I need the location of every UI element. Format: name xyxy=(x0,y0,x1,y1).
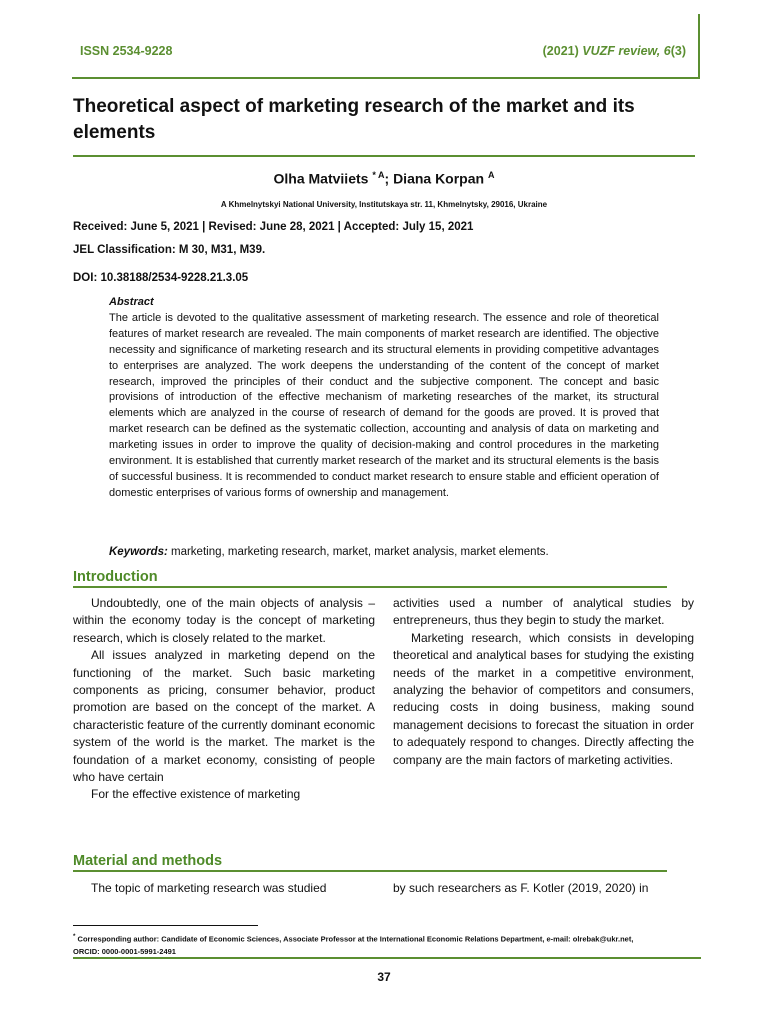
methods-left-column xyxy=(73,880,375,897)
introduction-right-column xyxy=(393,595,694,769)
title-rule xyxy=(73,155,695,157)
abstract-heading: Abstract xyxy=(109,296,154,308)
keywords-label: Keywords: xyxy=(109,546,168,558)
paragraph: All issues analyzed in marketing depend on the functioning of the market. Such basic marketing components as pricing, consumer behavior, product promotion are based on the concept of the market. A characteristic feature of the currently dominant economic system of the world is the market. The market is the foundation of a market economy, consisting of people who have certain xyxy=(73,648,375,785)
abstract-text: The article is devoted to the qualitative assessment of marketing research. The essence and role of theoretical features of market research are revealed. The main components of market research are identified. The objective necessity and significance of marketing research and its structural elements in providing competitive advantages to enterprises are analyzed. The work deepens the understanding of the content of the concept of market research, improved the principles of their conduct and the subjective component. The concept and basic provisions of introduction of the effective mechanism of marketing researches of the market, its structural elements which are analyzed in the course of research of demand for the goods are proved. It is proved that market research can be defined as the systematic collection, accounting and analysis of data on marketing and marketing issues in order to improve the quality of decision-making and control procedures in the marketing environment. It is established that currently market research of the market and its structural elements is the basis of successful business. It is recommended to conduct market research to ensure stable and efficient operation of domestic enterprises of various forms of ownership and management. xyxy=(109,311,659,499)
footnote-marker: * xyxy=(73,933,76,940)
page-number: 37 xyxy=(377,970,391,984)
section-heading-introduction: Introduction xyxy=(73,569,158,585)
author-2: Diana Korpan xyxy=(393,170,485,187)
methods-right-column xyxy=(393,880,694,897)
journal-citation xyxy=(543,44,686,58)
paragraph: Marketing research, which consists in developing theoretical and analytical bases for studying the existing needs of the market in a competitive environment, analyzing the behavior of competitors and consumers, reducing costs in doing business, making sound management decisions to forecast the situation in order to adequately respond to changes. Directly affecting the company are the main factors of marketing activities. xyxy=(393,630,694,767)
footer-rule xyxy=(73,957,701,959)
affiliation: A Khmelnytskyi National University, Institutskaya str. 11, Khmelnytsky, 29016, Ukraine xyxy=(220,200,548,209)
footnote xyxy=(73,931,698,958)
keywords-line xyxy=(109,546,669,558)
author-1: Olha Matviiets xyxy=(273,170,369,187)
paragraph: For the effective existence of marketing xyxy=(91,787,301,802)
paragraph: The topic of marketing research was studied xyxy=(91,881,327,895)
footnote-orcid: ORCID: 0000-0001-5991-2491 xyxy=(73,946,176,956)
journal-year: (2021) xyxy=(542,44,579,58)
journal-name: VUZF review, 6 xyxy=(582,44,671,58)
paper-title: Theoretical aspect of marketing research of the market and its elements xyxy=(73,96,635,143)
paragraph: by such researchers as F. Kotler (2019, 2020) in xyxy=(393,881,649,895)
doi: DOI: 10.38188/2534-9228.21.3.05 xyxy=(73,272,249,284)
introduction-rule xyxy=(73,586,667,588)
paragraph: Undoubtedly, one of the main objects of analysis – within the economy today is the concept of marketing research, which is closely related to the market. xyxy=(73,596,375,645)
methods-rule xyxy=(73,870,667,872)
author-separator: ; xyxy=(384,170,394,187)
header-vertical-rule xyxy=(698,14,700,79)
authors-line xyxy=(0,170,768,187)
abstract-block xyxy=(109,295,659,502)
author-1-marker: * A xyxy=(372,170,385,180)
jel-classification: JEL Classification: M 30, M31, M39. xyxy=(73,244,266,256)
author-2-marker: A xyxy=(487,170,495,180)
journal-issue: (3) xyxy=(670,44,686,58)
keywords-text: marketing, marketing research, market, market analysis, market elements. xyxy=(167,546,549,558)
footnote-text: Corresponding author: Candidate of Economic Sciences, Associate Professor at the International Economic Relations Department, e-mail: olrebak@ukr.net, xyxy=(75,934,634,944)
issn-label: ISSN 2534-9228 xyxy=(80,44,173,58)
section-heading-methods: Material and methods xyxy=(73,853,223,869)
dates-line: Received: June 5, 2021 | Revised: June 28, 2021 | Accepted: July 15, 2021 xyxy=(73,221,474,233)
paragraph: activities used a number of analytical studies by entrepreneurs, thus they begin to study the market. xyxy=(393,596,694,628)
introduction-left-column xyxy=(73,595,375,804)
header-rule xyxy=(72,77,700,79)
footnote-rule xyxy=(73,925,258,926)
